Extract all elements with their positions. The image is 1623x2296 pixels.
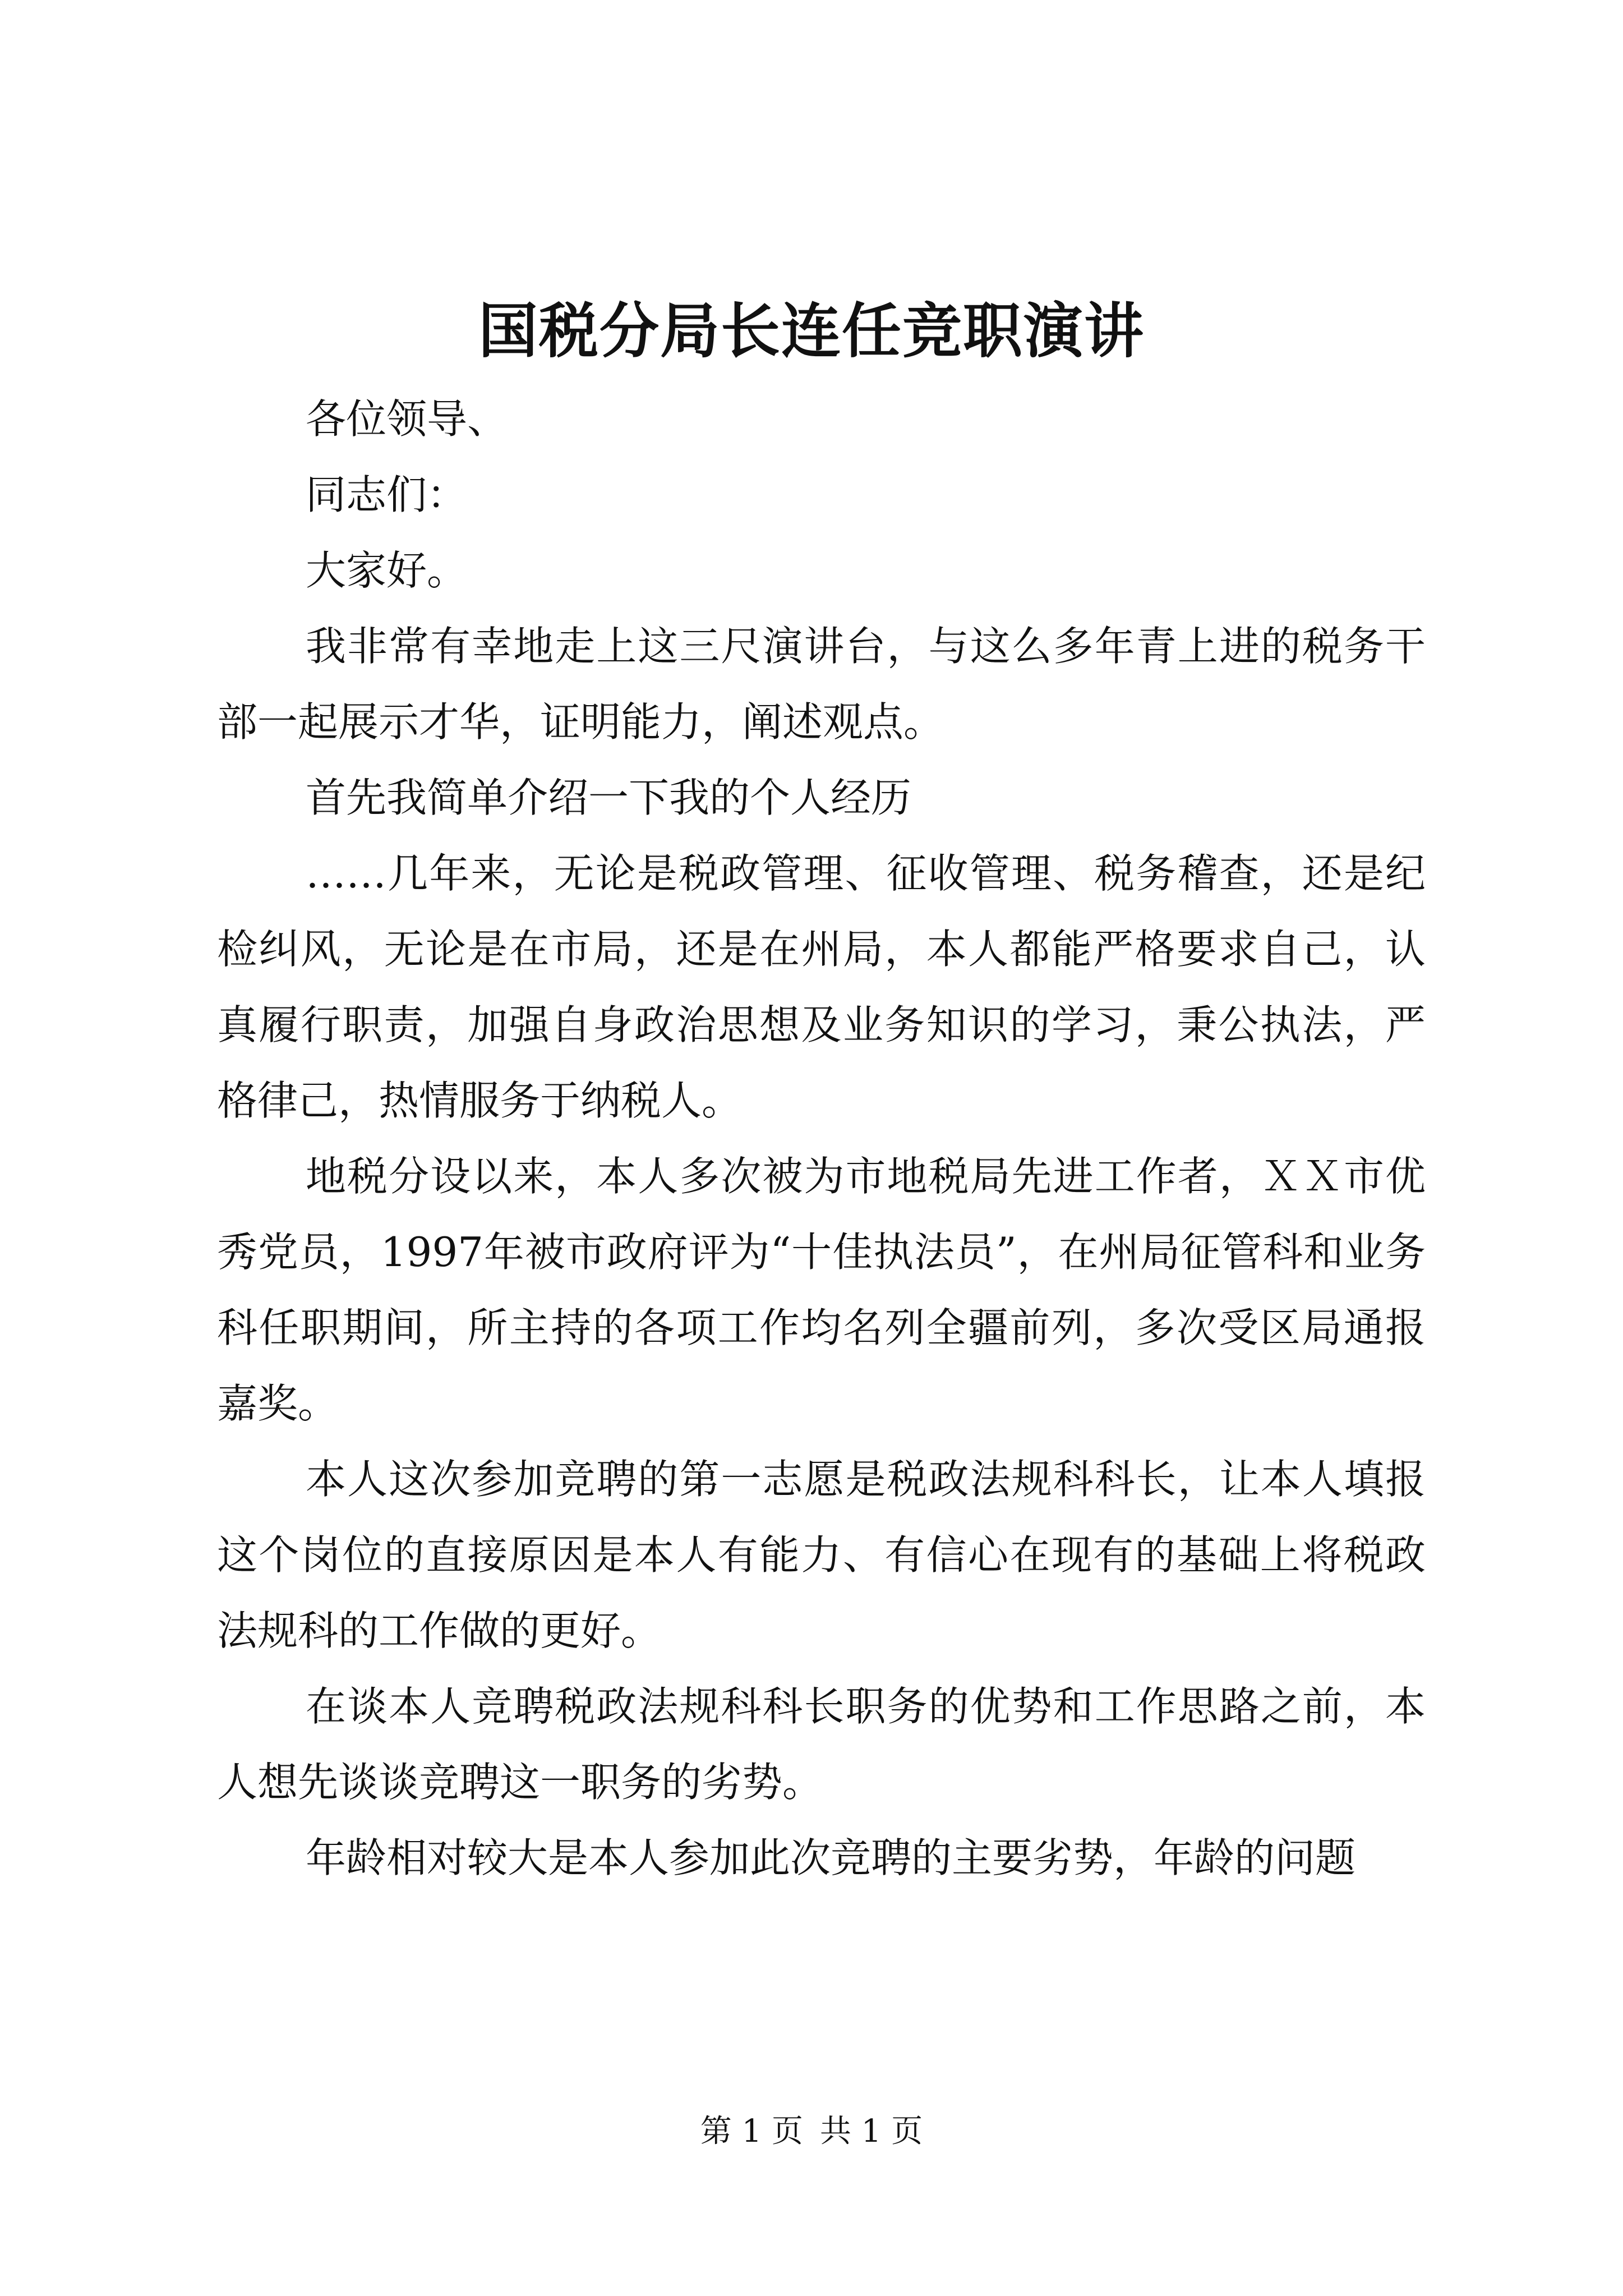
paragraph: 首先我简单介绍一下我的个人经历	[306, 774, 912, 821]
paragraph: 在谈本人竞聘税政法规科科长职务的优势和工作思路之前，本人想先谈谈竞聘这一职务的劣势。	[217, 1683, 1426, 1806]
paragraph: 大家好。	[306, 547, 468, 594]
paragraph: 各位领导、	[306, 395, 508, 443]
paragraph: 地税分设以来，本人多次被为市地税局先进工作者，ＸＸ市优秀党员，1997年被市政府评为“十佳执法员”，在州局征管科和业务科任职期间，所主持的各项工作均名列全疆前列，多次受区局通报嘉奖。	[217, 1153, 1426, 1427]
page-number: 第 1 页	[700, 2113, 803, 2150]
document-title: 国税分局长连任竞职演讲	[478, 296, 1145, 366]
paragraph: 年龄相对较大是本人参加此次竞聘的主要劣势，年龄的问题	[306, 1834, 1356, 1881]
paragraph: 同志们：	[306, 471, 468, 518]
paragraph: ……几年来，无论是税政管理、征收管理、税务稽查，还是纪检纠风，无论是在市局，还是在州局，本人都能严格要求自己，认真履行职责，加强自身政治思想及业务知识的学习，秉公执法，严格律己，热情服务于纳税人。	[217, 850, 1426, 1124]
page-total: 共 1 页	[820, 2113, 923, 2150]
paragraph: 我非常有幸地走上这三尺演讲台，与这么多年青上进的税务干部一起展示才华，证明能力，阐述观点。	[217, 623, 1426, 746]
paragraph: 本人这次参加竞聘的第一志愿是税政法规科科长，让本人填报这个岗位的直接原因是本人有能力、有信心在现有的基础上将税政法规科的工作做的更好。	[217, 1456, 1426, 1654]
page-footer	[0, 2109, 1623, 2154]
document-body	[217, 381, 1426, 1896]
